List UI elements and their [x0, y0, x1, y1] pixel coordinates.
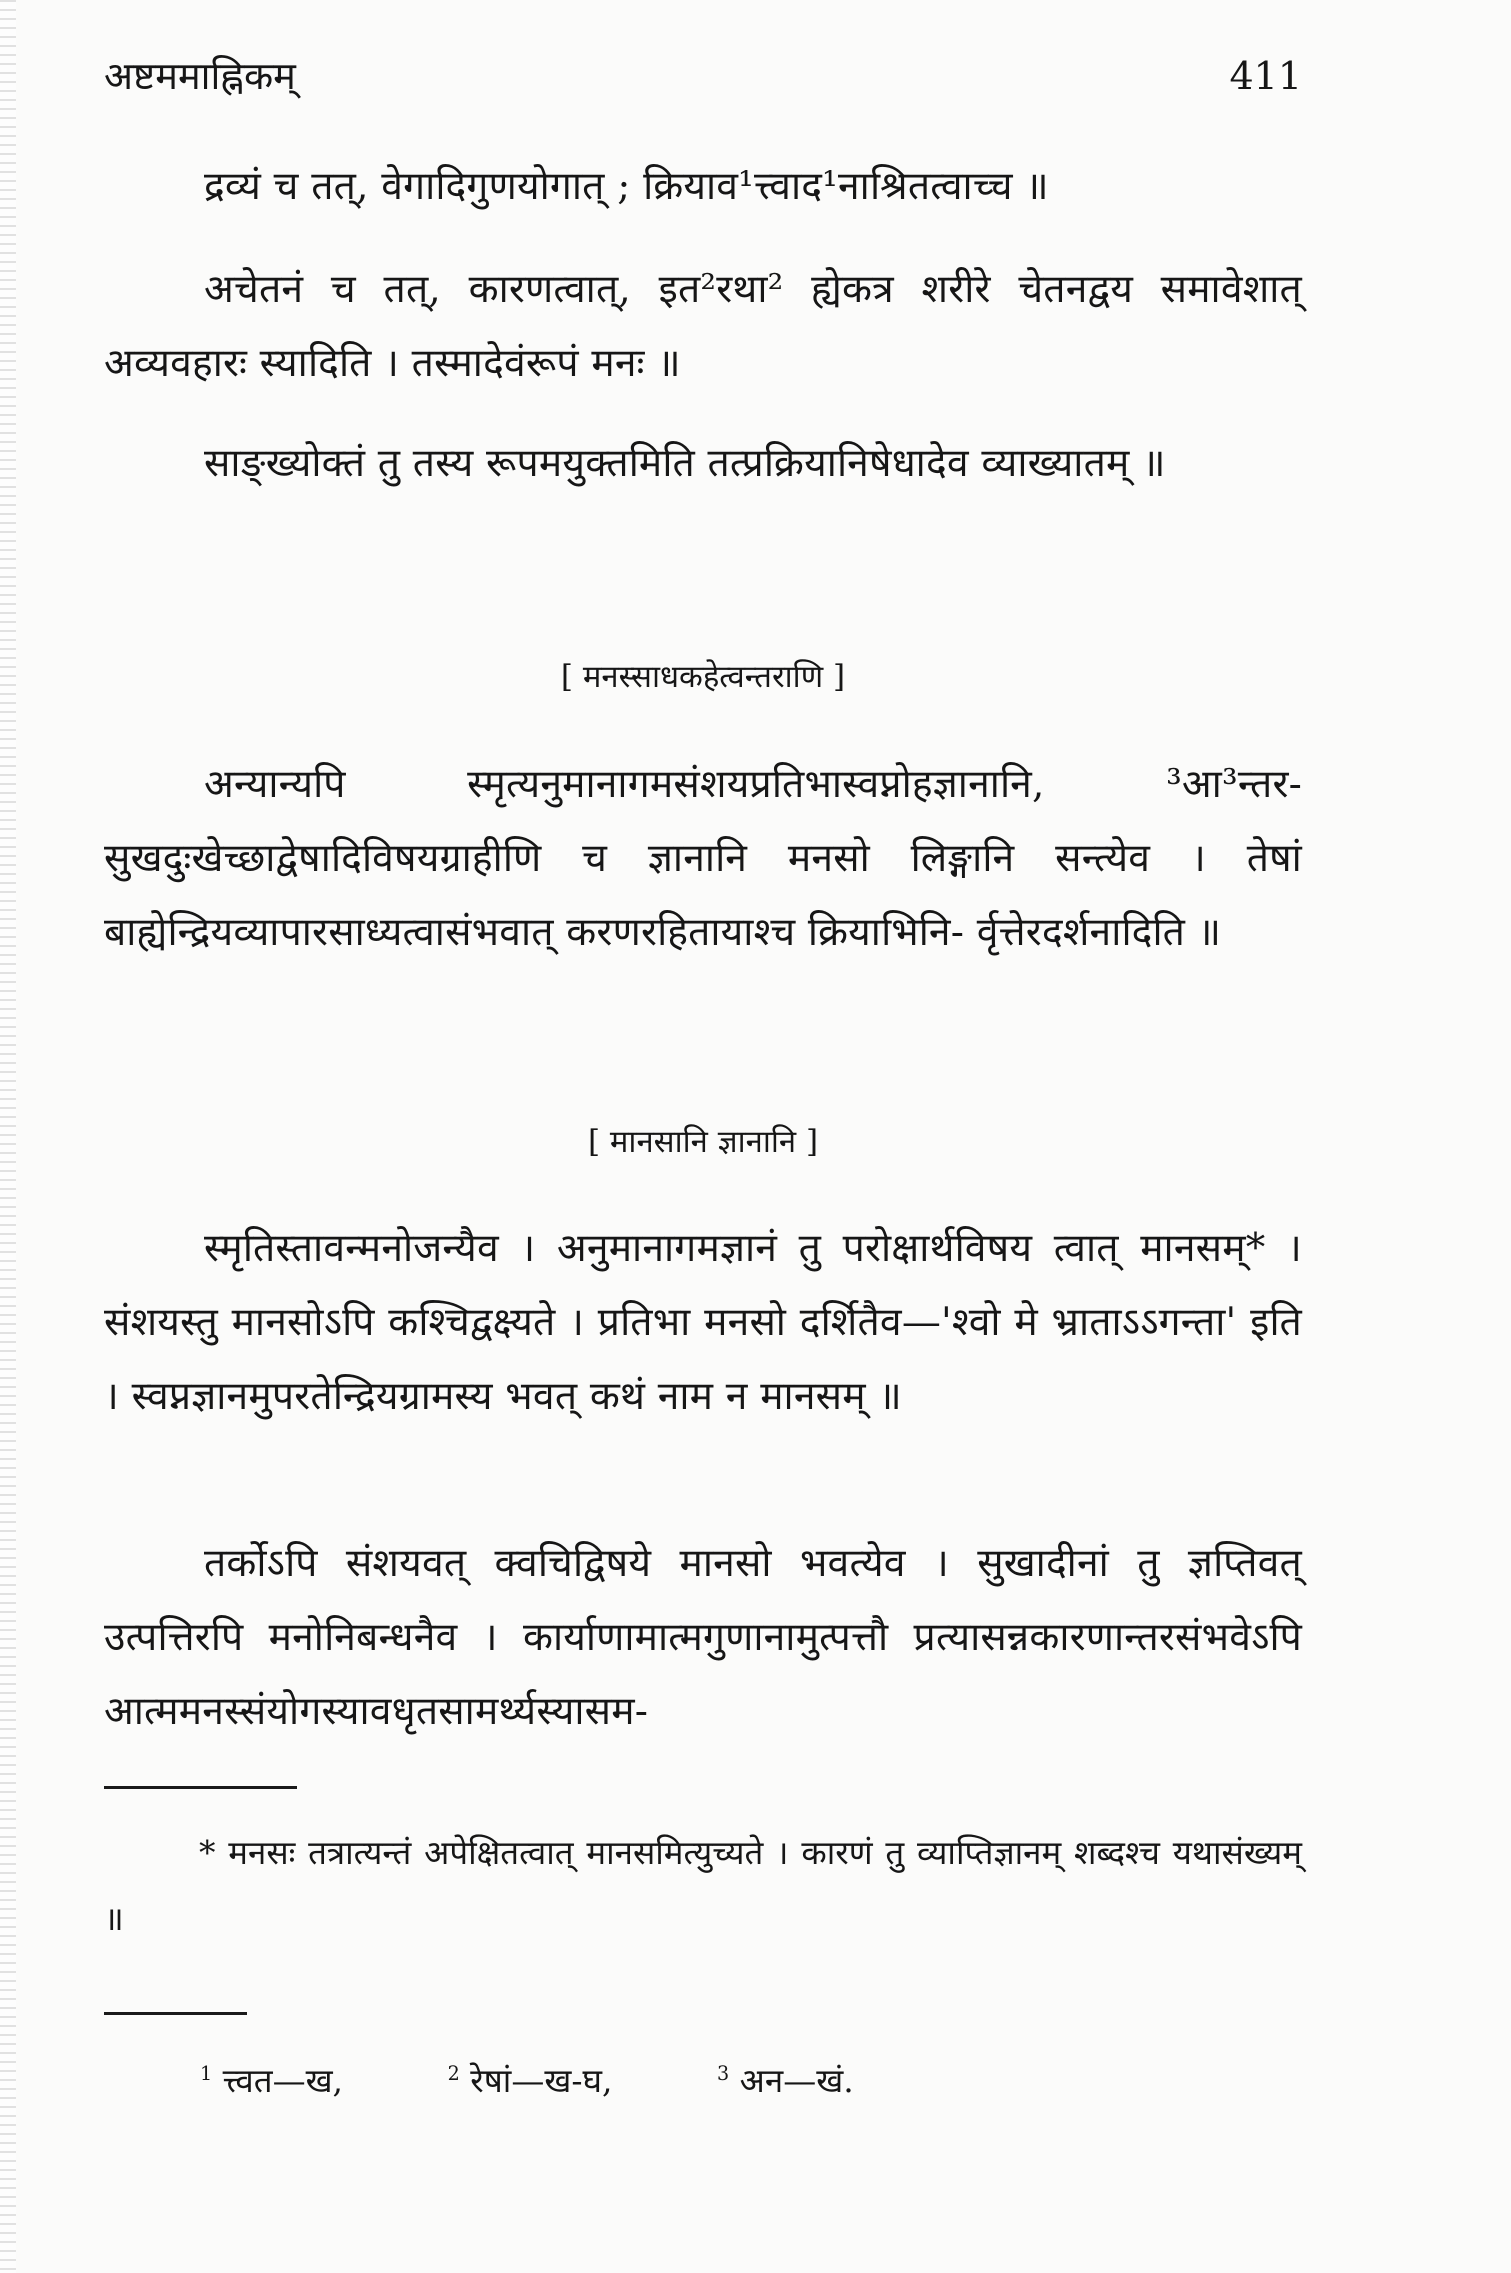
running-title: अष्टममाह्निकम् — [104, 54, 296, 98]
paragraph-samkhya: साङ्ख्योक्तं तु तस्य रूपमयुक्तमिति तत्प्रक्रियानिषेधादेव व्याख्यातम् ॥ — [204, 441, 1166, 486]
paragraph-unconscious: अचेतनं च तत्, कारणत्वात्, इत²रथा² ह्येकत्र शरीरे चेतनद्वय समावेशात् अव्यवहारः स्यादिति । तस्मादेवंरूपं मनः ॥ — [104, 267, 1302, 386]
paragraph-reasoning: तर्कोऽपि संशयवत् क्वचिद्विषये मानसो भवत्येव । सुखादीनां तु ज्ञप्तिवत् उत्पत्तिरपि मनोनिबन्धनैव । कार्याणामात्मगुणानामुत्पत्तौ प्रत्यासन्नकारणान्तरसंभवेऽपि आत्ममनस्संयोगस्यावधृतसामर्थ्यस्यासम- — [104, 1541, 1302, 1734]
paragraph-memory: स्मृतिस्तावन्मनोजन्यैव । अनुमानागमज्ञानं तु परोक्षार्थविषय त्वात् मानसम्* । संशयस्तु मानसोऽपि कश्चिद्वक्ष्यते । प्रतिभा मनसो दर्शितैव—'श्वो मे भ्राताऽऽगन्ता' इति । स्वप्नज्ञानमुपरतेन्द्रियग्रामस्य भवत् कथं नाम न मानसम् ॥ — [104, 1226, 1302, 1419]
footnote-separator-rule — [104, 1786, 297, 1789]
section-heading-mental-cognitions: [ मानसानि ज्ञानानि ] — [587, 1124, 819, 1160]
variant-note — [448, 2045, 613, 2117]
variant-note — [200, 2045, 343, 2117]
variant-number: 3 — [717, 2062, 730, 2085]
footnote: * मनसः तत्रात्यन्तं अपेक्षितत्वात् मानसमित्युच्यते । कारणं तु व्याप्तिज्ञानम् शब्दश्च यथासंख्यम् ॥ — [104, 1833, 1302, 1938]
running-head — [104, 48, 1302, 110]
scanned-page-edge — [0, 0, 16, 2273]
paragraph-substance: द्रव्यं च तत्, वेगादिगुणयोगात् ; क्रियाव¹त्त्वाद¹नाश्रितत्वाच्च ॥ — [204, 164, 1049, 209]
page-number: 411 — [1229, 54, 1302, 98]
variant-note — [717, 2045, 854, 2117]
variant-number: 2 — [447, 2062, 460, 2085]
section-heading-proofs-of-mind: [ मनस्साधकहेत्वन्तराणि ] — [560, 659, 846, 695]
paragraph-other-signs: अन्यान्यपि स्मृत्यनुमानागमसंशयप्रतिभास्वप्नोहज्ञानानि, ³आ³न्तर- सुखदुःखेच्छाद्वेषादिविषयग्राहीणि च ज्ञानानि मनसो लिङ्गानि सन्त्येव । तेषां बाह्येन्द्रियव्यापारसाध्यत्वासंभवात् करणरहितायाश्च क्रियाभिनि- र्वृत्तेरदर्शनादिति ॥ — [104, 762, 1302, 955]
variant-text: अन—खं. — [739, 2061, 854, 2100]
text-variants — [200, 2045, 1100, 2117]
variants-separator-rule — [104, 2012, 247, 2015]
variant-text: रेषां—ख-घ, — [470, 2061, 613, 2100]
variant-number: 1 — [200, 2062, 213, 2085]
variant-text: त्त्वत—ख, — [222, 2061, 344, 2100]
